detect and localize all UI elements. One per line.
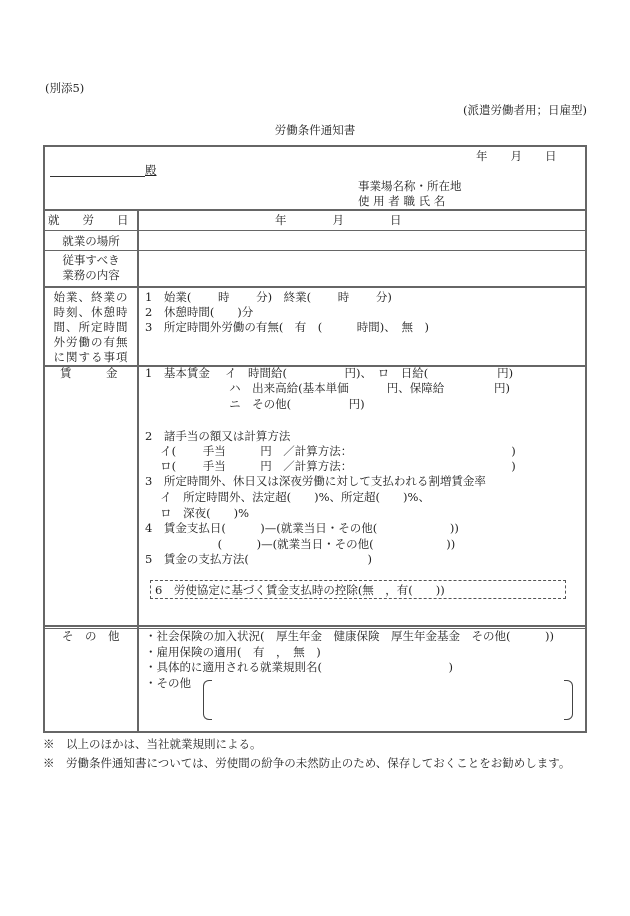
column-divider (137, 210, 139, 733)
workplace-label: 就業の場所 (62, 234, 120, 248)
row-divider (43, 230, 587, 231)
row-divider (43, 250, 587, 251)
bracket-right (564, 680, 573, 720)
employer-name-label: 使 用 者 職 氏 名 (358, 194, 446, 208)
footnote: ※ 労働条件通知書については、労使間の紛争の未然防止のため、保存しておくことをお勧めします。 (43, 756, 571, 770)
addressee-suffix: 殿 (145, 163, 157, 177)
workplace-field[interactable] (140, 232, 586, 249)
form-type: (派遣労働者用；日雇型) (463, 103, 587, 117)
issue-date[interactable]: 年 月 日 (476, 149, 557, 163)
other-line: ・その他 (145, 676, 191, 690)
wage-line[interactable]: ( )—(就業当日・その他( )) (145, 537, 456, 551)
row-divider (43, 209, 587, 211)
wage-line: 2 諸手当の額又は計算方法 (145, 429, 291, 443)
row-divider (43, 625, 587, 627)
wage-line[interactable]: 5 賃金の支払方法( ) (145, 552, 372, 566)
attachment-label: (別添5) (45, 81, 85, 95)
duties-label-2: 業務の内容 (62, 268, 120, 282)
wage-line[interactable]: 1 基本賃金 イ 時間給( 円)、 ロ 日給( 円) (145, 366, 514, 380)
employer-place-label: 事業場名称・所在地 (358, 179, 462, 193)
other-line[interactable]: ・雇用保険の適用( 有 ， 無 ) (145, 645, 321, 659)
addressee-line[interactable] (50, 176, 145, 177)
other-line[interactable]: ・具体的に適用される就業規則名( ) (145, 660, 453, 674)
other-field[interactable] (214, 681, 562, 717)
hours-label: に関する事項 (53, 350, 129, 364)
wages-label: 賃 金 (60, 366, 118, 380)
workday-label: 就 労 日 (48, 213, 129, 227)
row-divider (43, 286, 587, 288)
overtime-line[interactable]: 3 所定時間外労働の有無( 有 ( 時間)、 無 ) (145, 320, 430, 334)
duties-field[interactable] (140, 252, 586, 285)
wage-line[interactable]: ハ 出来高給(基本単価 円、保障給 円) (145, 381, 510, 395)
wage-line[interactable]: ニ その他( 円) (145, 397, 365, 411)
work-hours-line[interactable]: 1 始業( 時 分) 終業( 時 分) (145, 290, 392, 304)
footnote: ※ 以上のほかは、当社就業規則による。 (43, 737, 262, 751)
other-line[interactable]: ・社会保険の加入状況( 厚生年金 健康保険 厚生年金基金 その他( )) (145, 629, 554, 643)
deduction-line[interactable]: 6 労使協定に基づく賃金支払時の控除(無 ，有( )) (155, 583, 445, 597)
hours-label: 外労働の有無 (53, 335, 129, 349)
page-title: 労働条件通知書 (274, 123, 356, 137)
hours-label: 始業、終業の (53, 290, 129, 304)
hours-label: 時刻、休憩時 (53, 305, 129, 319)
break-time-line[interactable]: 2 休憩時間( )分 (145, 305, 254, 319)
duties-label-1: 従事すべき (62, 253, 120, 267)
other-label: そ の 他 (62, 629, 120, 643)
wage-line[interactable]: イ( 手当 円 ／計算方法： ) (145, 444, 516, 458)
hours-label: 間、所定時間 (53, 320, 129, 334)
wage-line[interactable]: ロ( 手当 円 ／計算方法： ) (145, 459, 516, 473)
wage-line[interactable]: 4 賃金支払日( )—(就業当日・その他( )) (145, 521, 459, 535)
wage-line[interactable]: イ 所定時間外、法定超( )%、所定超( )%、 (145, 490, 430, 504)
wage-line[interactable]: ロ 深夜( )% (145, 506, 250, 520)
bracket-left (203, 680, 212, 720)
wage-line: 3 所定時間外、休日又は深夜労働に対して支払われる割増賃金率 (145, 474, 486, 488)
workday-value[interactable]: 年 月 日 (275, 213, 402, 227)
